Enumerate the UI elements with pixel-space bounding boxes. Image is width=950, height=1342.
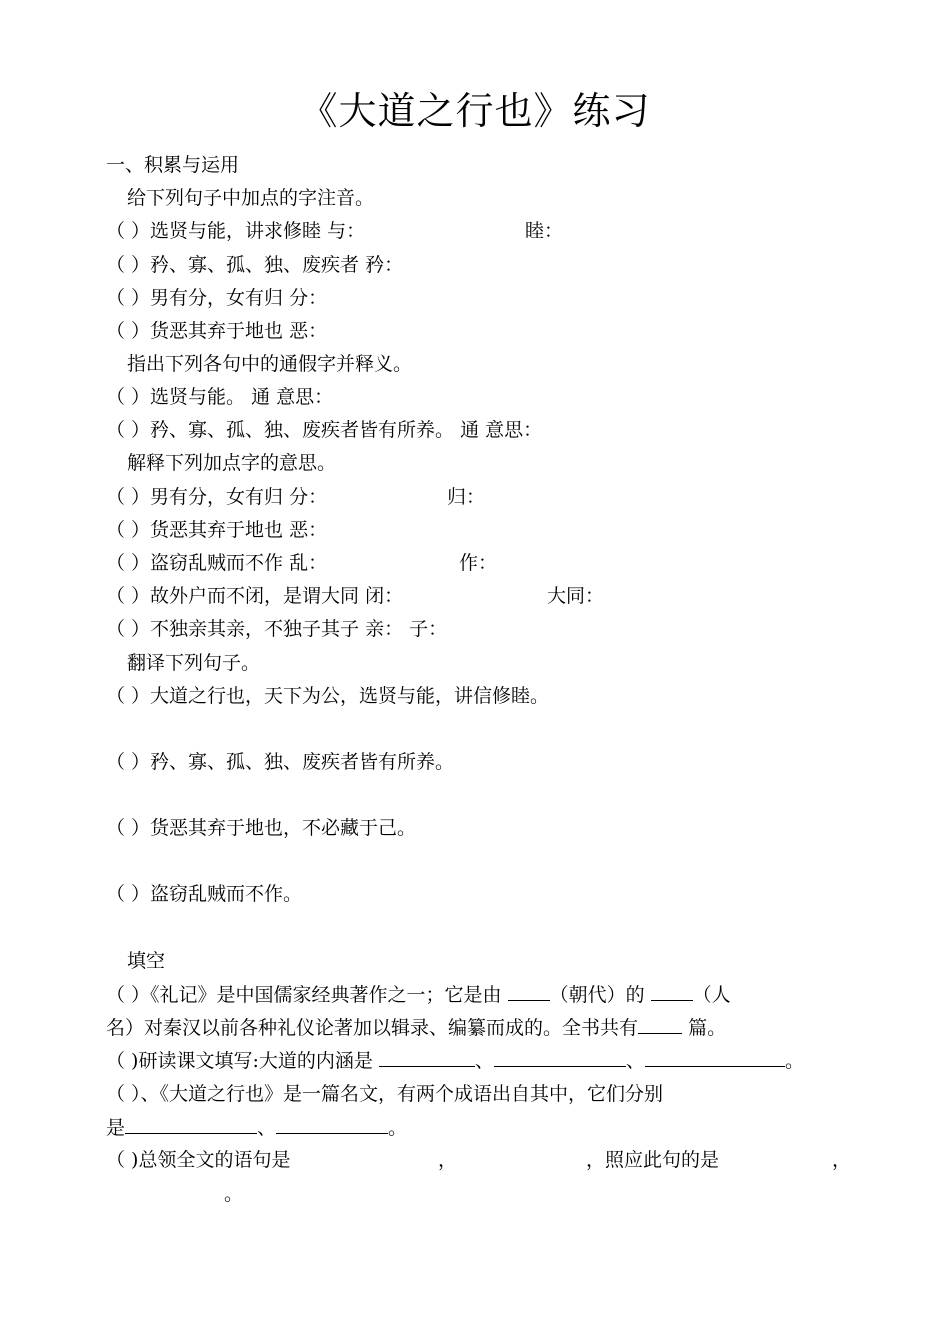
q1-item-4: （ ）货恶其弃于地也 恶： — [106, 320, 328, 342]
q3-item-3-extra: 作： — [459, 552, 498, 574]
q5-item-3-text: 是 — [106, 1117, 126, 1139]
q5-item-1-text-d: 名）对秦汉以前各种礼仪论著加以辑录、编纂而成的。全书共有 — [106, 1017, 639, 1039]
idiom-blank-1[interactable] — [125, 1114, 257, 1134]
q4-item-3: （ ）货恶其弃于地也，不必藏于己。 — [106, 817, 417, 839]
q5-item-1-text-c: （人 — [692, 984, 731, 1006]
q3-item-4-extra: 大同： — [547, 585, 605, 607]
author-blank[interactable] — [651, 981, 693, 1001]
q1-item-2: （ ）矜、寡、孤、独、废疾者 矜： — [106, 254, 404, 276]
dynasty-blank[interactable] — [508, 981, 550, 1001]
chapters-blank[interactable] — [638, 1014, 682, 1034]
section-heading: 一、积累与运用 — [106, 154, 240, 176]
idiom-blank-2[interactable] — [276, 1114, 388, 1134]
q4-item-2: （ ）矜、寡、孤、独、废疾者皆有所养。 — [106, 751, 455, 773]
q5-item-3-line-2 — [106, 1114, 407, 1141]
end-mark: 。 — [388, 1117, 408, 1139]
q5-item-2-text: （ )研读课文填写:大道的内涵是 — [106, 1050, 373, 1072]
q5-item-1-text-e: 篇。 — [688, 1017, 727, 1039]
q3-item-1: （ ）男有分，女有归 分： — [106, 486, 328, 508]
separator: 、 — [474, 1050, 494, 1072]
q5-item-4-text-c: ，照应此句的是 — [586, 1149, 720, 1171]
q5-item-3-line-1: （ ）、《大道之行也》是一篇名文，有两个成语出自其中，它们分别 — [106, 1083, 664, 1105]
q2-item-2: （ ）矜、寡、孤、独、废疾者皆有所养。 通 意思： — [106, 419, 543, 441]
meaning-blank-3[interactable] — [645, 1047, 785, 1067]
q1-item-3: （ ）男有分，女有归 分： — [106, 287, 328, 309]
q3-item-2: （ ）货恶其弃于地也 恶： — [106, 519, 328, 541]
meaning-blank-1[interactable] — [379, 1047, 475, 1067]
q5-item-4-text-e: 。 — [224, 1183, 244, 1205]
q3-item-5: （ ）不独亲其亲，不独子其子 亲： 子： — [106, 618, 448, 640]
end-mark: 。 — [784, 1050, 804, 1072]
separator: 、 — [625, 1050, 645, 1072]
q4-instruction: 翻译下列句子。 — [127, 652, 261, 674]
q2-item-1: （ ）选贤与能。 通 意思： — [106, 386, 334, 408]
q3-item-4: （ ）故外户而不闭，是谓大同 闭： — [106, 585, 404, 607]
separator: 、 — [257, 1117, 277, 1139]
q1-item-1-extra: 睦： — [525, 220, 564, 242]
q5-item-1-line-2 — [106, 1014, 726, 1041]
q5-item-4-text-d: ， — [832, 1149, 852, 1171]
q3-item-3: （ ）盗窃乱贼而不作 乱： — [106, 552, 328, 574]
q5-instruction: 填空 — [127, 950, 166, 972]
q3-item-1-extra: 归： — [447, 486, 486, 508]
q3-instruction: 解释下列加点字的意思。 — [127, 452, 337, 474]
q5-item-4-text-a: （ )总领全文的语句是 — [106, 1149, 291, 1171]
q4-item-1: （ ）大道之行也，天下为公，选贤与能，讲信修睦。 — [106, 685, 550, 707]
q5-item-1-text-b: （朝代）的 — [549, 984, 645, 1006]
q2-instruction: 指出下列各句中的通假字并释义。 — [127, 353, 413, 375]
q5-item-1-text-a: （ ）《礼记》是中国儒家经典著作之一；它是由 — [106, 984, 502, 1006]
q5-item-2 — [106, 1047, 804, 1074]
q4-item-4: （ ）盗窃乱贼而不作。 — [106, 883, 303, 905]
q1-instruction: 给下列句子中加点的字注音。 — [127, 187, 375, 209]
q5-item-1-line-1 — [106, 981, 731, 1008]
q5-item-4-text-b: ， — [438, 1149, 458, 1171]
meaning-blank-2[interactable] — [494, 1047, 626, 1067]
q1-item-1: （ ）选贤与能，讲求修睦 与： — [106, 220, 366, 242]
page-title: 《大道之行也》练习 — [299, 89, 651, 133]
